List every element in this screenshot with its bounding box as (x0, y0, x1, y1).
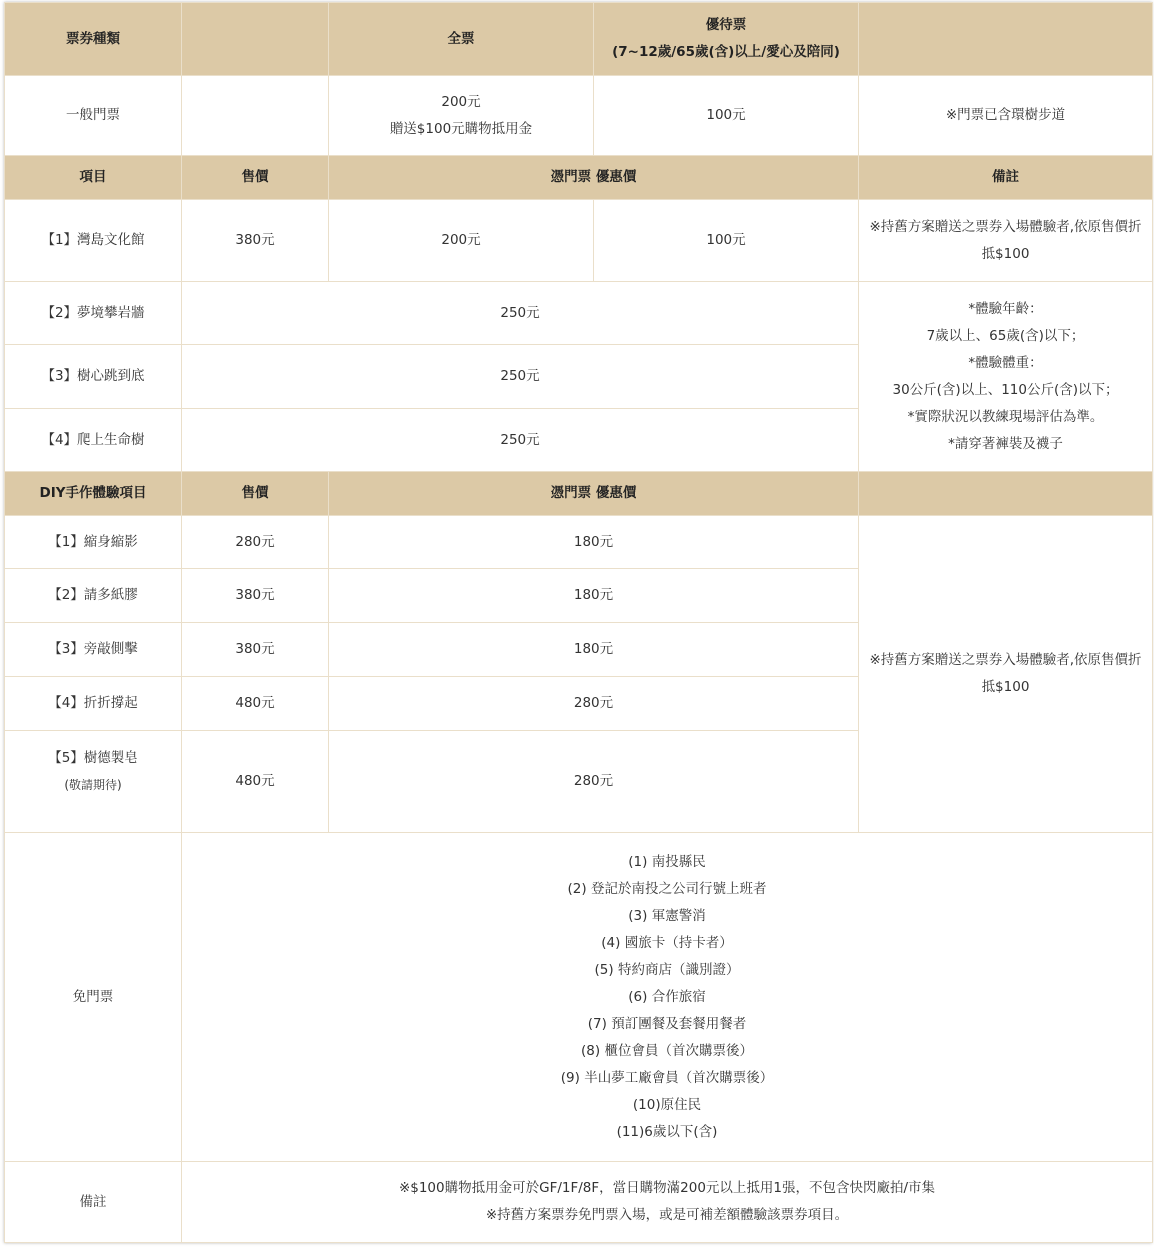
free-entry-item: (6) 合作旅宿 (628, 988, 706, 1005)
general-note: ※門票已含環樹步道 (859, 76, 1153, 156)
header-row (5, 3, 1153, 76)
diy-remark: ※持舊方案贈送之票券入場體驗者,依原售價折抵$100 (859, 516, 1153, 833)
free-entry-item: (4) 國旅卡（持卡者） (601, 934, 733, 951)
free-entry-item: (7) 預訂團餐及套餐用餐者 (587, 1015, 747, 1032)
free-entry-item: (8) 櫃位會員（首次購票後） (581, 1042, 753, 1059)
free-entry-row: 免門票 (1) 南投縣民 (2) 登記於南投之公司行號上班者 (3) 軍憲警消 (4) 國旅卡（持卡者） (5) 特約商店（識別證） (6) 合作旅宿 (7) 預訂團餐及套餐用餐者 (8) 櫃位會員（首次購票後） (9) 半山夢工廠會員（首次購票後） (10)原住民 (11)6歲以下(含) (5, 833, 1153, 1162)
notes-row: 備註 ※$100購物抵用金可於GF/1F/8F，當日購物滿200元以上抵用1張，不包含快閃廠拍/市集 ※持舊方案票券免門票入場，或是可補差額體驗該票券項目。 (5, 1162, 1153, 1243)
diy-header-row: DIY手作體驗項目 售價 憑門票 優惠價 (5, 472, 1153, 516)
activity-row: 【4】爬上生命樹 250元 (5, 409, 1153, 472)
free-entry-item: (9) 半山夢工廠會員（首次購票後） (560, 1069, 774, 1086)
free-entry-list (182, 833, 1153, 1162)
diy-row: 【4】折折撐起 480元 280元 (5, 677, 1153, 731)
general-full: 200元 贈送$100元購物抵用金 (329, 76, 594, 156)
diy-row: 【2】請多紙膠 380元 180元 (5, 569, 1153, 623)
free-entry-item: (2) 登記於南投之公司行號上班者 (567, 880, 767, 897)
diy-row: 【1】縮身縮影 280元 180元 ※持舊方案贈送之票券入場體驗者,依原售價折抵$100 (5, 516, 1153, 569)
items-header-row: 項目 售價 憑門票 優惠價 備註 (5, 156, 1153, 200)
activity-row: 【3】樹心跳到底 250元 (5, 345, 1153, 409)
activity-row: 【2】夢境攀岩牆 250元 *體驗年齡： 7歲以上、65歲(含)以下； *體驗體重： 30公斤(含)以上、110公斤(含)以下； *實際狀況以教練現場評估為準。 *請穿著褲裝及襪子 (5, 282, 1153, 345)
header-concession: 優待票 (7~12歲/65歲(含)以上/愛心及陪同) (594, 3, 859, 76)
museum-row: 【1】灣島文化館 380元 200元 100元 ※持舊方案贈送之票券入場體驗者,依原售價折抵$100 (5, 200, 1153, 282)
general-concession: 100元 (594, 76, 859, 156)
free-entry-item: (10)原住民 (632, 1096, 702, 1113)
header-ticket-type: 票券種類 (5, 3, 182, 76)
ticket-price-table (4, 2, 1152, 1243)
activity-remark: *體驗年齡： 7歲以上、65歲(含)以下； *體驗體重： 30公斤(含)以上、110公斤(含)以下； *實際狀況以教練現場評估為準。 *請穿著褲裝及襪子 (859, 282, 1153, 472)
free-entry-item: (5) 特約商店（識別證） (594, 961, 740, 978)
free-entry-item: (11)6歲以下(含) (616, 1123, 718, 1140)
diy-row: 【3】旁敲側擊 380元 180元 (5, 623, 1153, 677)
general-row (5, 76, 1153, 156)
general-label: 一般門票 (5, 76, 182, 156)
header-full: 全票 (329, 3, 594, 76)
free-entry-item: (3) 軍憲警消 (628, 907, 706, 924)
diy-row: 【5】樹德製皂 (敬請期待) 480元 280元 (5, 731, 1153, 833)
free-entry-item: (1) 南投縣民 (628, 853, 706, 870)
